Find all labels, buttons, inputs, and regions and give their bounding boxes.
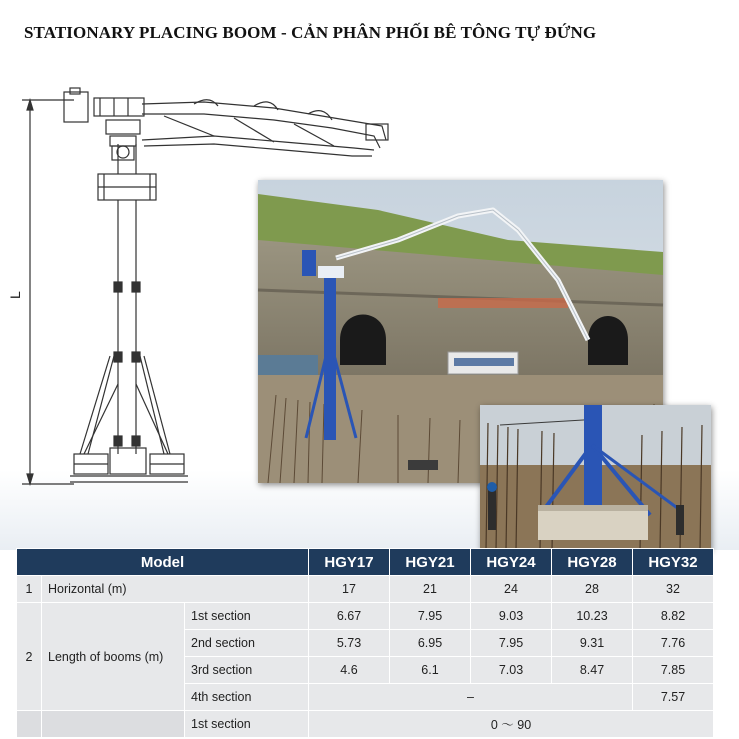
table-cell: 17	[309, 576, 390, 603]
merged-cell: 0 ～ 90	[309, 711, 714, 738]
table-cell: 7.95	[471, 630, 552, 657]
table-row	[17, 603, 714, 630]
model-header-hgy24: HGY24	[471, 549, 552, 576]
row-number	[17, 711, 42, 738]
row-label: Length of booms (m)	[42, 603, 185, 711]
table-row	[17, 576, 714, 603]
table-cell: 8.47	[552, 657, 633, 684]
table-cell: 24	[471, 576, 552, 603]
table-cell: 6.95	[390, 630, 471, 657]
table-cell: 6.67	[309, 603, 390, 630]
table-cell: 10.23	[552, 603, 633, 630]
table-cell: 7.76	[633, 630, 714, 657]
row-number: 1	[17, 576, 42, 603]
spec-table	[16, 548, 714, 738]
model-header-hgy28: HGY28	[552, 549, 633, 576]
table-cell: 4.6	[309, 657, 390, 684]
table-cell: 7.03	[471, 657, 552, 684]
section-label: 2nd section	[185, 630, 309, 657]
table-cell: 7.95	[390, 603, 471, 630]
dimension-label: L	[7, 291, 23, 299]
section-label: 3rd section	[185, 657, 309, 684]
table-cell: 6.1	[390, 657, 471, 684]
section-label: 1st section	[185, 603, 309, 630]
model-header: Model	[17, 549, 309, 576]
merged-cell: –	[309, 684, 633, 711]
table-cell: 9.03	[471, 603, 552, 630]
table-cell: 7.85	[633, 657, 714, 684]
model-header-hgy21: HGY21	[390, 549, 471, 576]
row-label	[42, 711, 185, 738]
row-number: 2	[17, 603, 42, 711]
row-label: Horizontal (m)	[42, 576, 309, 603]
table-cell: 8.82	[633, 603, 714, 630]
table-row	[17, 711, 714, 738]
table-cell: 28	[552, 576, 633, 603]
table-cell: 21	[390, 576, 471, 603]
model-header-hgy17: HGY17	[309, 549, 390, 576]
table-cell: 7.57	[633, 684, 714, 711]
boom-base-photo-icon	[480, 405, 711, 550]
section-label: 1st section	[185, 711, 309, 738]
table-cell: 9.31	[552, 630, 633, 657]
model-header-hgy32: HGY32	[633, 549, 714, 576]
table-cell: 32	[633, 576, 714, 603]
section-label: 4th section	[185, 684, 309, 711]
table-cell: 5.73	[309, 630, 390, 657]
page-title: STATIONARY PLACING BOOM - CẢN PHÂN PHỐI BÊ TÔNG TỰ ĐỨNG	[24, 23, 597, 42]
table-header-row	[17, 549, 714, 576]
